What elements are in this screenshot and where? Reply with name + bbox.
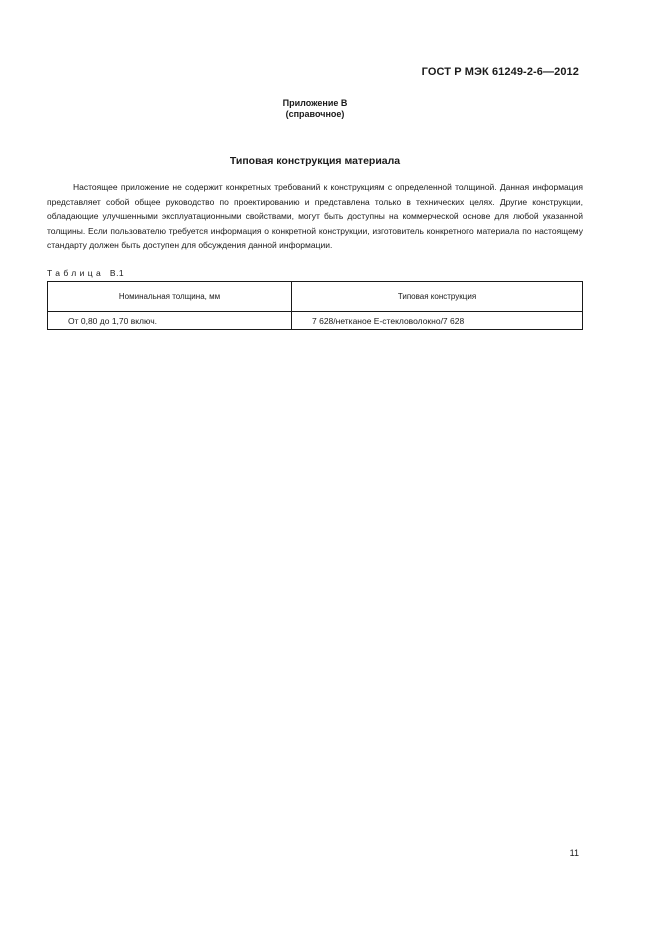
column-header-construction: Типовая конструкция bbox=[292, 282, 583, 312]
table-header-row bbox=[48, 282, 583, 312]
table-caption bbox=[47, 268, 124, 278]
annex-status: (справочное) bbox=[285, 109, 345, 119]
data-table bbox=[47, 281, 583, 330]
body-text bbox=[47, 180, 583, 253]
page-number: 11 bbox=[569, 848, 579, 858]
standard-designation: ГОСТ Р МЭК 61249-2-6—2012 bbox=[421, 66, 579, 78]
annex-title: Приложение В bbox=[282, 98, 348, 108]
table-cell-construction: 7 628/нетканое Е-стекловолокно/7 628 bbox=[292, 312, 583, 330]
table-cell-thickness: От 0,80 до 1,70 включ. bbox=[48, 312, 292, 330]
table-caption-label: Таблица bbox=[47, 268, 105, 278]
column-header-thickness: Номинальная толщина, мм bbox=[48, 282, 292, 312]
table-caption-number: В.1 bbox=[109, 268, 125, 278]
table-row bbox=[48, 312, 583, 330]
body-paragraph: Настоящее приложение не содержит конкретных требований к конструкциям с определенной толщиной. Данная информация представляет собой общее руководство по проектированию и представлена только в технических целях. Другие конструкции, обладающие улучшенными эксплуатационными свойствами, могут быть доступны на коммерческой основе для любой указанной толщины. Если пользователю требуется информация о конкретной конструкции, изготовитель конкретного материала по настоящему стандарту должен быть доступен для обсуждения данной информации. bbox=[47, 182, 583, 250]
section-title: Типовая конструкция материала bbox=[229, 155, 401, 167]
